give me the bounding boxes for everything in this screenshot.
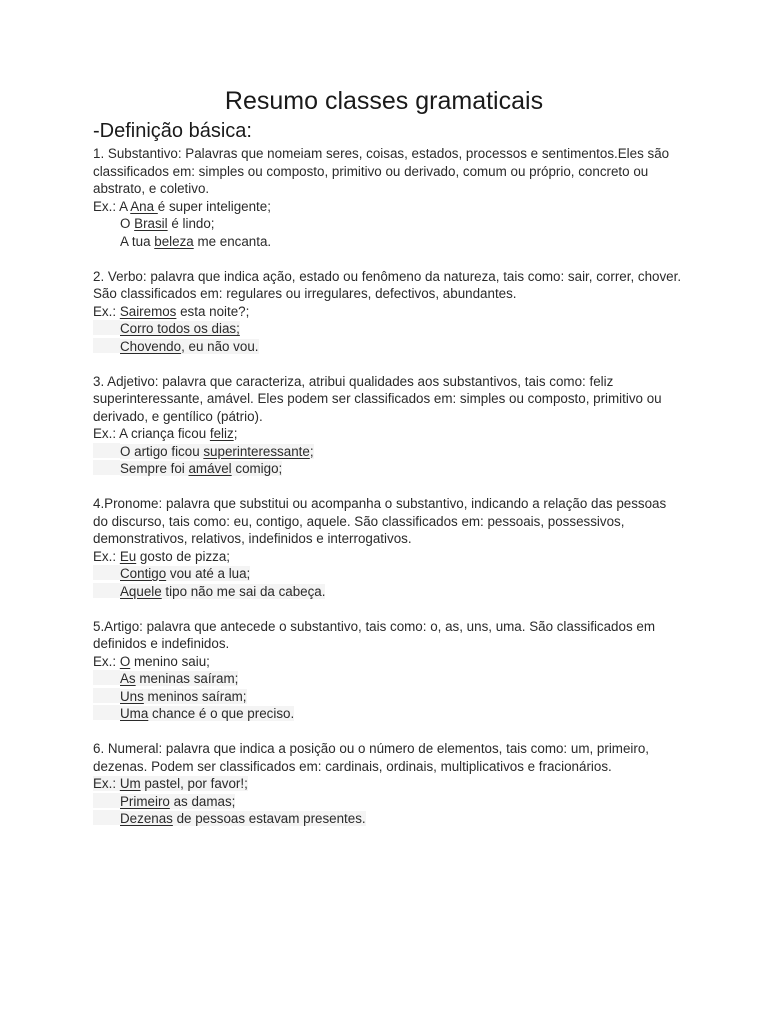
example-line (93, 548, 683, 566)
section-adjetivo (93, 373, 683, 478)
example-line (93, 775, 683, 793)
example-text: ; (309, 443, 314, 459)
example-label: Ex.: (93, 426, 117, 441)
example-text: A (119, 198, 131, 214)
example-word: O (119, 653, 131, 669)
example-text: comigo; (231, 461, 283, 476)
example-text: chance é o que preciso. (148, 706, 295, 721)
example-text: Sempre foi (120, 461, 189, 476)
example-line (93, 583, 683, 601)
example-line (93, 198, 683, 216)
example-word: superinteressante (203, 443, 310, 459)
example-text: menino saiu; (130, 653, 210, 669)
example-line (93, 565, 683, 583)
example-word: Uns (120, 688, 144, 704)
example-line (93, 653, 683, 671)
example-label: Ex.: (93, 198, 117, 214)
example-line (93, 215, 683, 233)
example-text: A criança ficou (119, 426, 210, 441)
example-label: Ex.: (93, 776, 117, 791)
example-text: O (120, 216, 135, 231)
example-text: meninas saíram; (135, 671, 239, 686)
example-text: A tua (120, 233, 155, 249)
document-body (93, 145, 683, 845)
example-text: é super inteligente; (157, 198, 271, 214)
example-word: beleza (154, 233, 194, 249)
definition-text: 1. Substantivo: Palavras que nomeiam seres, coisas, estados, processos e sentimentos.Eles são classificados em: simples ou composto, primitivo ou derivado, comum ou próprio, concreto ou abstrato, e coletivo. (93, 146, 670, 196)
example-word: As (120, 671, 136, 686)
example-text: vou até a lua; (166, 566, 251, 581)
example-text: ; (233, 426, 238, 441)
example-line (93, 338, 683, 356)
example-label: Ex.: (93, 303, 117, 319)
definition-text: 6. Numeral: palavra que indica a posição ou o número de elementos, tais como: um, primeiro, dezenas. Podem ser classificados em: cardinais, ordinais, multiplicativos e fracionários. (93, 741, 649, 774)
section-heading: -Definição básica: (93, 120, 252, 142)
definition-text: 3. Adjetivo: palavra que caracteriza, atribui qualidades aos substantivos, tais como: feliz superinteressante, amável. Eles podem ser classificados em: simples ou composto, primitivo ou derivado, e gentílico (pátrio). (93, 373, 662, 424)
example-word: feliz (209, 426, 234, 441)
example-word: Uma (120, 706, 149, 721)
example-word: Chovendo (120, 338, 182, 354)
example-line (93, 320, 683, 338)
definition-text: 4.Pronome: palavra que substitui ou acompanha o substantivo, indicando a relação das pessoas do discurso, tais como: eu, contigo, aquele. São classificados em: pessoais, possessivos, demonstrativos, relativos, indefinidos e interrogativos. (93, 496, 667, 546)
example-word: Eu (119, 548, 137, 564)
example-text: meninos saíram; (143, 688, 247, 704)
example-line (93, 670, 683, 688)
example-line (93, 793, 683, 811)
example-line (93, 688, 683, 706)
example-word: Corro todos os dias; (120, 321, 240, 336)
example-text: O artigo ficou (120, 443, 204, 459)
section-pronome (93, 495, 683, 600)
example-text: , eu não vou. (181, 338, 259, 354)
definition-text: 5.Artigo: palavra que antecede o substantivo, tais como: o, as, uns, uma. São classificados em definidos e indefinidos. (93, 618, 655, 651)
definition-text: 2. Verbo: palavra que indica ação, estado ou fenômeno da natureza, tais como: sair, correr, chover. São classificados em: regulares ou irregulares, defectivos, abundantes. (93, 268, 682, 301)
example-word: Brasil (134, 216, 168, 231)
example-word: Um (119, 776, 141, 791)
example-text: tipo não me sai da cabeça. (161, 583, 326, 599)
example-line (93, 810, 683, 828)
example-label: Ex.: (93, 548, 117, 564)
section-numeral (93, 740, 683, 828)
example-text: pastel, por favor!; (140, 776, 248, 791)
example-line (93, 705, 683, 723)
example-line (93, 303, 683, 321)
document-title: Resumo classes gramaticais (224, 87, 544, 115)
example-line (93, 460, 683, 478)
example-text: as damas; (169, 793, 236, 809)
section-artigo (93, 618, 683, 723)
example-word: Dezenas (120, 811, 173, 826)
example-word: amável (188, 461, 232, 476)
example-text: me encanta. (193, 233, 272, 249)
example-label: Ex.: (93, 653, 117, 669)
example-text: é lindo; (167, 216, 215, 231)
example-text: de pessoas estavam presentes. (172, 811, 366, 826)
example-word: Primeiro (120, 793, 170, 809)
section-verbo (93, 268, 683, 356)
example-line (93, 425, 683, 443)
example-text: gosto de pizza; (136, 548, 230, 564)
example-text: esta noite?; (176, 303, 250, 319)
example-line (93, 233, 683, 251)
example-word: Sairemos (119, 303, 177, 319)
example-line (93, 443, 683, 461)
section-substantivo (93, 145, 683, 250)
example-word: Aquele (120, 583, 162, 599)
example-word: Ana (130, 198, 158, 214)
example-word: Contigo (120, 566, 167, 581)
